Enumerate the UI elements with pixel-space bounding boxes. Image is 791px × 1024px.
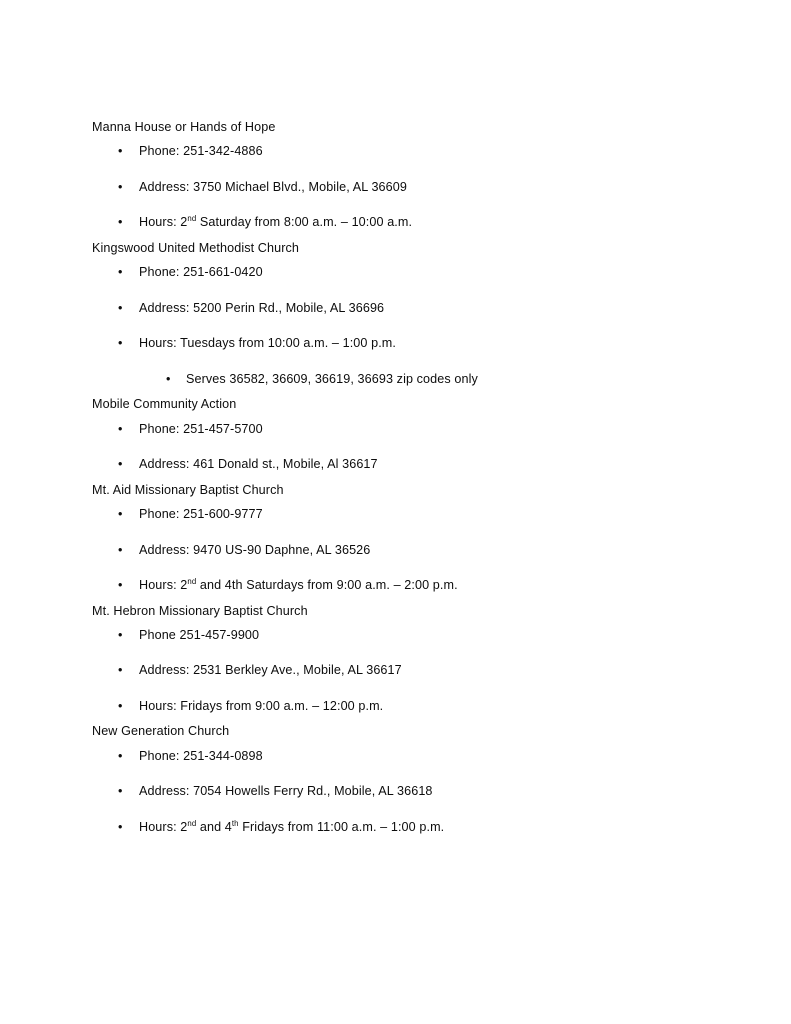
- organization-block: [92, 241, 721, 386]
- list-item-text: Hours: 2nd and 4th Fridays from 11:00 a.m. – 1:00 p.m.: [139, 818, 445, 834]
- ordinal-suffix: nd: [187, 818, 197, 828]
- detail-list: [92, 628, 721, 713]
- bullet-icon: •: [118, 336, 123, 351]
- bullet-icon: •: [118, 215, 123, 230]
- detail-list: [92, 265, 721, 386]
- nested-detail-list: [139, 372, 721, 386]
- list-item: [92, 144, 721, 158]
- list-item-text: Phone 251-457-9900: [139, 627, 260, 642]
- list-item: [92, 543, 721, 557]
- organization-heading: Mt. Aid Missionary Baptist Church: [92, 482, 284, 497]
- bullet-icon: •: [118, 300, 123, 315]
- bullet-icon: •: [118, 457, 123, 472]
- ordinal-suffix: nd: [187, 214, 197, 224]
- list-item: [92, 578, 721, 592]
- organization-block: [92, 120, 721, 230]
- list-item: [92, 422, 721, 436]
- list-item: [92, 301, 721, 315]
- list-item: [92, 749, 721, 763]
- detail-list: [92, 422, 721, 472]
- list-item-text: Hours: 2nd and 4th Saturdays from 9:00 a.m. – 2:00 p.m.: [139, 576, 458, 593]
- bullet-icon: •: [118, 144, 123, 159]
- list-item: [92, 215, 721, 229]
- list-item-text: Address: 5200 Perin Rd., Mobile, AL 36696: [139, 300, 385, 315]
- ordinal-suffix: nd: [187, 576, 197, 586]
- list-item-text: Phone: 251-344-0898: [139, 748, 263, 763]
- detail-list: [92, 144, 721, 229]
- list-item: [92, 507, 721, 521]
- detail-list: [92, 749, 721, 834]
- list-item-text: Address: 461 Donald st., Mobile, Al 36617: [139, 457, 378, 472]
- list-item: [92, 628, 721, 642]
- list-item-text: Address: 9470 US-90 Daphne, AL 36526: [139, 542, 371, 557]
- list-item-text: Hours: 2nd Saturday from 8:00 a.m. – 10:00 a.m.: [139, 214, 413, 230]
- organization-heading: Mobile Community Action: [92, 397, 237, 412]
- ordinal-suffix: th: [231, 818, 239, 828]
- list-item: [92, 820, 721, 834]
- list-item: [92, 336, 721, 386]
- document-body: [92, 120, 721, 834]
- list-item: [92, 265, 721, 279]
- organization-heading: Manna House or Hands of Hope: [92, 120, 276, 134]
- bullet-icon: •: [118, 748, 123, 763]
- organization-block: [92, 724, 721, 834]
- list-item-text: Address: 7054 Howells Ferry Rd., Mobile, AL 36618: [139, 784, 433, 799]
- bullet-icon: •: [118, 578, 123, 593]
- list-item: [92, 457, 721, 471]
- organization-heading: New Generation Church: [92, 724, 230, 739]
- nested-list-item-text: Serves 36582, 36609, 36619, 36693 zip codes only: [186, 371, 478, 386]
- bullet-icon: •: [118, 663, 123, 678]
- detail-list: [92, 507, 721, 592]
- list-item-text: Phone: 251-600-9777: [139, 507, 263, 522]
- list-item-text: Phone: 251-661-0420: [139, 265, 263, 280]
- bullet-icon: •: [118, 784, 123, 799]
- bullet-icon: •: [118, 819, 123, 834]
- list-item-text: Hours: Tuesdays from 10:00 a.m. – 1:00 p.m.: [139, 336, 396, 351]
- list-item-text: Phone: 251-342-4886: [139, 144, 263, 159]
- list-item: [92, 784, 721, 798]
- organization-block: [92, 483, 721, 593]
- bullet-icon: •: [118, 542, 123, 557]
- bullet-icon: •: [118, 507, 123, 522]
- nested-list-item: [139, 372, 721, 386]
- bullet-icon: •: [118, 698, 123, 713]
- list-item: [92, 180, 721, 194]
- list-item: [92, 663, 721, 677]
- list-item-text: Address: 2531 Berkley Ave., Mobile, AL 36617: [139, 663, 402, 678]
- list-item-text: Address: 3750 Michael Blvd., Mobile, AL 36609: [139, 179, 407, 194]
- bullet-icon: •: [118, 421, 123, 436]
- bullet-icon: •: [166, 371, 171, 386]
- list-item-text: Phone: 251-457-5700: [139, 421, 263, 436]
- organization-block: [92, 604, 721, 714]
- bullet-icon: •: [118, 179, 123, 194]
- bullet-icon: •: [118, 627, 123, 642]
- organization-heading: Kingswood United Methodist Church: [92, 240, 300, 255]
- list-item-text: Hours: Fridays from 9:00 a.m. – 12:00 p.m.: [139, 698, 384, 713]
- organization-heading: Mt. Hebron Missionary Baptist Church: [92, 603, 308, 618]
- bullet-icon: •: [118, 265, 123, 280]
- organization-block: [92, 397, 721, 471]
- list-item: [92, 699, 721, 713]
